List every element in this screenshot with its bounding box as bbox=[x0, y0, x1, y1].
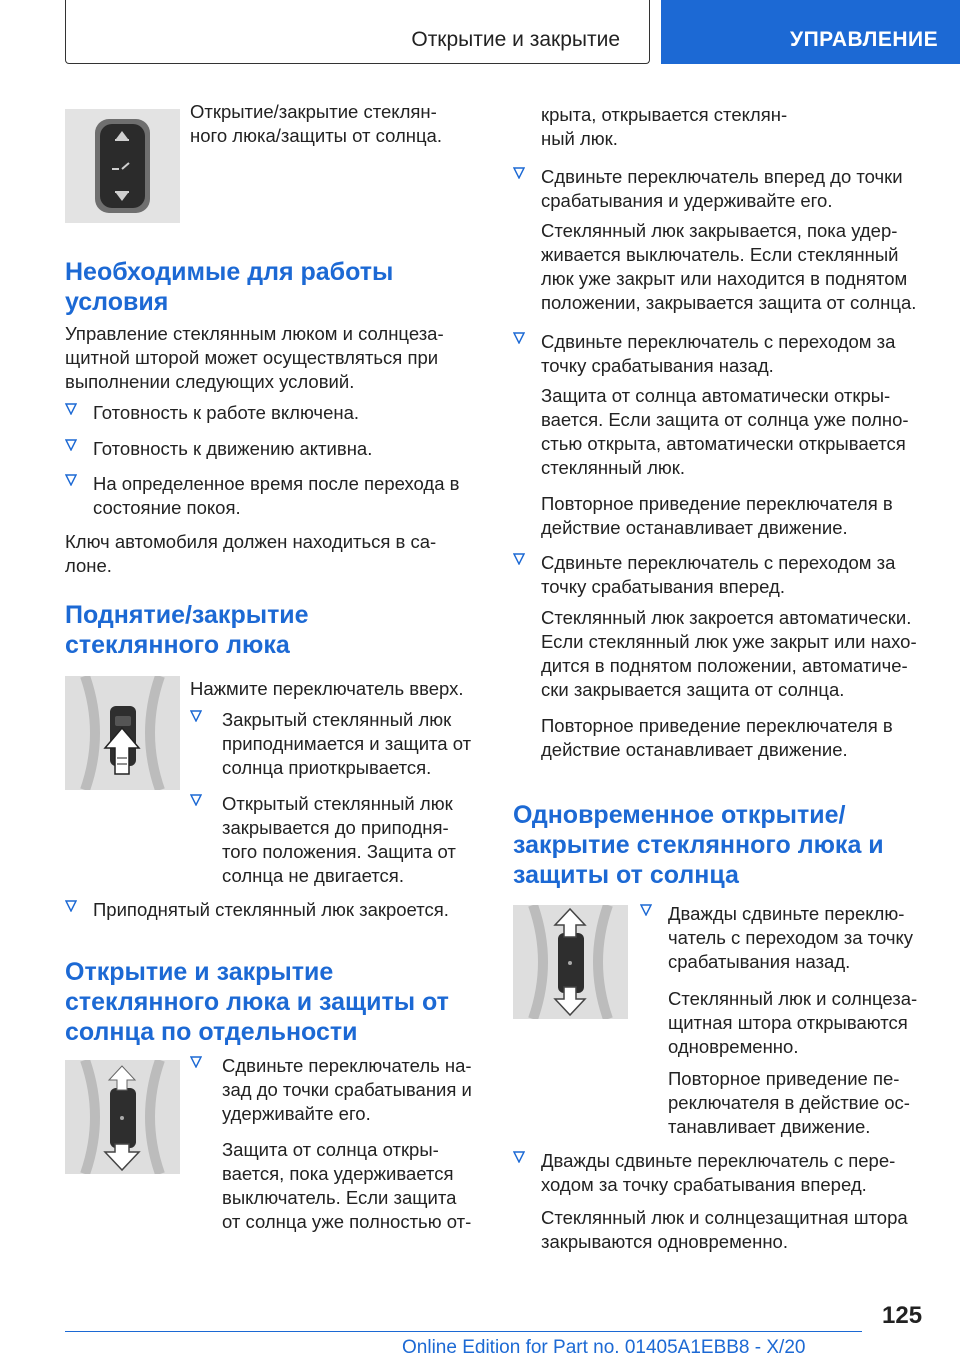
text-line: Дважды сдвиньте переключатель с пере- bbox=[541, 1150, 896, 1171]
text-line: крыта, открывается стеклян- bbox=[541, 104, 788, 125]
heading-line: Открытие и закрытие bbox=[65, 958, 334, 986]
page-number: 125 bbox=[882, 1302, 923, 1329]
text-line: лоне. bbox=[65, 555, 112, 576]
text-line: чатель с переходом за точку bbox=[668, 927, 914, 948]
text-line: Повторное приведение пе- bbox=[668, 1068, 900, 1089]
heading-simultaneous bbox=[513, 800, 933, 890]
text-line: Стеклянный люк и солнцезащитная штора bbox=[541, 1207, 908, 1228]
text-line: закрываются одновременно. bbox=[541, 1231, 788, 1252]
bullet-triangle-icon bbox=[65, 403, 77, 415]
text-line: Сдвиньте переключатель с переходом за bbox=[541, 552, 896, 573]
text-line: того положения. Защита от bbox=[222, 841, 456, 862]
bullet-condition-3 bbox=[65, 472, 480, 520]
text-line: солнца не двигается. bbox=[222, 865, 404, 886]
bullet-simul-2 bbox=[513, 1149, 933, 1197]
heading-separate bbox=[65, 957, 485, 1047]
text-line: ходом за точку срабатывания вперед. bbox=[541, 1174, 867, 1195]
heading-line: Одновременное открытие/ bbox=[513, 801, 846, 829]
header-chapter-title: Открытие и закрытие bbox=[411, 28, 620, 51]
bullet-triangle-icon bbox=[513, 332, 525, 344]
text-line: срабатывания назад. bbox=[668, 951, 851, 972]
bullet-right-2 bbox=[513, 330, 933, 378]
text-line: щитной шторой может осуществляться при bbox=[65, 347, 439, 368]
text-line: от солнца уже полностью от- bbox=[222, 1211, 472, 1232]
text-line: положении, закрывается защита от солнца. bbox=[541, 292, 917, 313]
bullet-separate-1 bbox=[190, 1054, 480, 1126]
bullet-triangle-icon bbox=[190, 1056, 202, 1068]
text-line: На определенное время после перехода в bbox=[93, 473, 460, 494]
bullet-triangle-icon bbox=[640, 904, 652, 916]
key-paragraph bbox=[65, 530, 480, 578]
bullet-right-2-sub-2 bbox=[541, 492, 941, 540]
raise-instruction: Нажмите переключатель вверх. bbox=[190, 678, 464, 699]
bullet-raise-1 bbox=[190, 708, 480, 780]
bullet-simul-2-sub bbox=[541, 1206, 941, 1254]
text-line: состояние покоя. bbox=[93, 497, 241, 518]
bullet-right-1 bbox=[513, 165, 933, 213]
switch-double-slide-image bbox=[513, 905, 628, 1019]
bullet-condition-2 bbox=[65, 437, 480, 461]
text-line: солнца приоткрывается. bbox=[222, 757, 432, 778]
text-line: одновременно. bbox=[668, 1036, 799, 1057]
text-line: Защита от солнца автоматически откры- bbox=[541, 385, 891, 406]
bullet-raise-2 bbox=[190, 792, 480, 888]
text-line: выполнении следующих условий. bbox=[65, 371, 355, 392]
text-line: выключатель. Если защита bbox=[222, 1187, 457, 1208]
text-line: дится в поднятом положении, автоматиче- bbox=[541, 655, 908, 676]
bullet-triangle-icon bbox=[513, 553, 525, 565]
bullet-right-1-sub bbox=[541, 219, 941, 315]
text-line: стью открыта, автоматически открывается bbox=[541, 433, 906, 454]
heading-line: закрытие стеклянного люка и bbox=[513, 831, 884, 859]
text-line: точку срабатывания вперед. bbox=[541, 576, 785, 597]
text-line: Стеклянный люк и солнцеза- bbox=[668, 988, 918, 1009]
heading-conditions bbox=[65, 257, 480, 317]
bullet-triangle-icon bbox=[513, 167, 525, 179]
text-line: приподнимается и защита от bbox=[222, 733, 472, 754]
bullet-simul-1 bbox=[640, 902, 940, 974]
text-line: Управление стеклянным люком и солнцеза- bbox=[65, 323, 444, 344]
text-line: Открытый стеклянный люк bbox=[222, 793, 453, 814]
text-line: Повторное приведение переключателя в bbox=[541, 493, 893, 514]
footer-divider bbox=[65, 1331, 862, 1332]
bullet-right-2-sub-1 bbox=[541, 384, 941, 480]
switch-slide-back-image bbox=[65, 1060, 180, 1174]
text-line: реключателя в действие ос- bbox=[668, 1092, 910, 1113]
switch-push-up-image bbox=[65, 676, 180, 790]
text-line: Готовность к работе включена. bbox=[93, 402, 360, 423]
text-line: Стеклянный люк закрывается, пока удер- bbox=[541, 220, 898, 241]
bullet-triangle-icon bbox=[65, 439, 77, 451]
text-line: живается выключатель. Если стеклянный bbox=[541, 244, 899, 265]
heading-line: стеклянного люка bbox=[65, 631, 290, 659]
text-line: ного люка/защиты от солнца. bbox=[190, 125, 442, 146]
text-line: вается, пока удерживается bbox=[222, 1163, 454, 1184]
page-header bbox=[0, 0, 960, 64]
text-line: Сдвиньте переключатель с переходом за bbox=[541, 331, 896, 352]
footer-edition-text: Online Edition for Part no. 01405A1EBB8 - X/20 bbox=[402, 1337, 806, 1358]
text-line: действие останавливает движение. bbox=[541, 739, 848, 760]
text-line: щитная штора открываются bbox=[668, 1012, 908, 1033]
text-line: Ключ автомобиля должен находиться в са- bbox=[65, 531, 437, 552]
switch-control-image bbox=[65, 109, 180, 223]
text-line: закрывается до приподня- bbox=[222, 817, 449, 838]
intro-text bbox=[190, 100, 480, 148]
separate-sub-paragraph bbox=[222, 1138, 482, 1234]
text-line: действие останавливает движение. bbox=[541, 517, 848, 538]
text-line: Сдвиньте переключатель вперед до точки bbox=[541, 166, 903, 187]
heading-line: Поднятие/закрытие bbox=[65, 601, 309, 629]
text-line: удерживайте его. bbox=[222, 1103, 371, 1124]
text-line: Сдвиньте переключатель на- bbox=[222, 1055, 472, 1076]
bullet-simul-1-sub-1 bbox=[668, 987, 948, 1059]
heading-raise bbox=[65, 600, 480, 660]
bullet-triangle-icon bbox=[190, 710, 202, 722]
header-section-label: УПРАВЛЕНИЕ bbox=[661, 0, 960, 64]
text-line: Если стеклянный люк уже закрыт или нахо- bbox=[541, 631, 917, 652]
continued-paragraph bbox=[541, 103, 941, 151]
text-line: точку срабатывания назад. bbox=[541, 355, 774, 376]
text-line: люк уже закрыт или находится в поднятом bbox=[541, 268, 908, 289]
text-line: Закрытый стеклянный люк bbox=[222, 709, 452, 730]
bullet-triangle-icon bbox=[65, 474, 77, 486]
text-line: Готовность к движению активна. bbox=[93, 438, 373, 459]
text-line: Приподнятый стеклянный люк закроется. bbox=[93, 899, 449, 920]
text-line: зад до точки срабатывания и bbox=[222, 1079, 472, 1100]
bullet-right-3-sub-2 bbox=[541, 714, 941, 762]
text-line: Стеклянный люк закроется автоматически. bbox=[541, 607, 912, 628]
text-line: танавливает движение. bbox=[668, 1116, 871, 1137]
bullet-triangle-icon bbox=[190, 794, 202, 806]
heading-line: солнца по отдельности bbox=[65, 1018, 358, 1046]
bullet-raise-3 bbox=[65, 898, 480, 922]
text-line: Повторное приведение переключателя в bbox=[541, 715, 893, 736]
text-line: Защита от солнца откры- bbox=[222, 1139, 439, 1160]
heading-line: условия bbox=[65, 288, 169, 316]
bullet-condition-1 bbox=[65, 401, 480, 425]
text-line: вается. Если защита от солнца уже полно- bbox=[541, 409, 909, 430]
bullet-right-3 bbox=[513, 551, 933, 599]
heading-line: защиты от солнца bbox=[513, 861, 739, 889]
bullet-triangle-icon bbox=[65, 900, 77, 912]
heading-line: Необходимые для работы bbox=[65, 258, 394, 286]
text-line: срабатывания и удерживайте его. bbox=[541, 190, 833, 211]
conditions-paragraph bbox=[65, 322, 480, 394]
bullet-triangle-icon bbox=[513, 1151, 525, 1163]
text-line: Дважды сдвиньте переклю- bbox=[668, 903, 905, 924]
text-line: ный люк. bbox=[541, 128, 618, 149]
bullet-right-3-sub-1 bbox=[541, 606, 941, 702]
bullet-simul-1-sub-2 bbox=[668, 1067, 948, 1139]
text-line: ски закрывается защита от солнца. bbox=[541, 679, 845, 700]
text-line: стеклянный люк. bbox=[541, 457, 686, 478]
text-line: Открытие/закрытие стеклян- bbox=[190, 101, 437, 122]
heading-line: стеклянного люка и защиты от bbox=[65, 988, 449, 1016]
